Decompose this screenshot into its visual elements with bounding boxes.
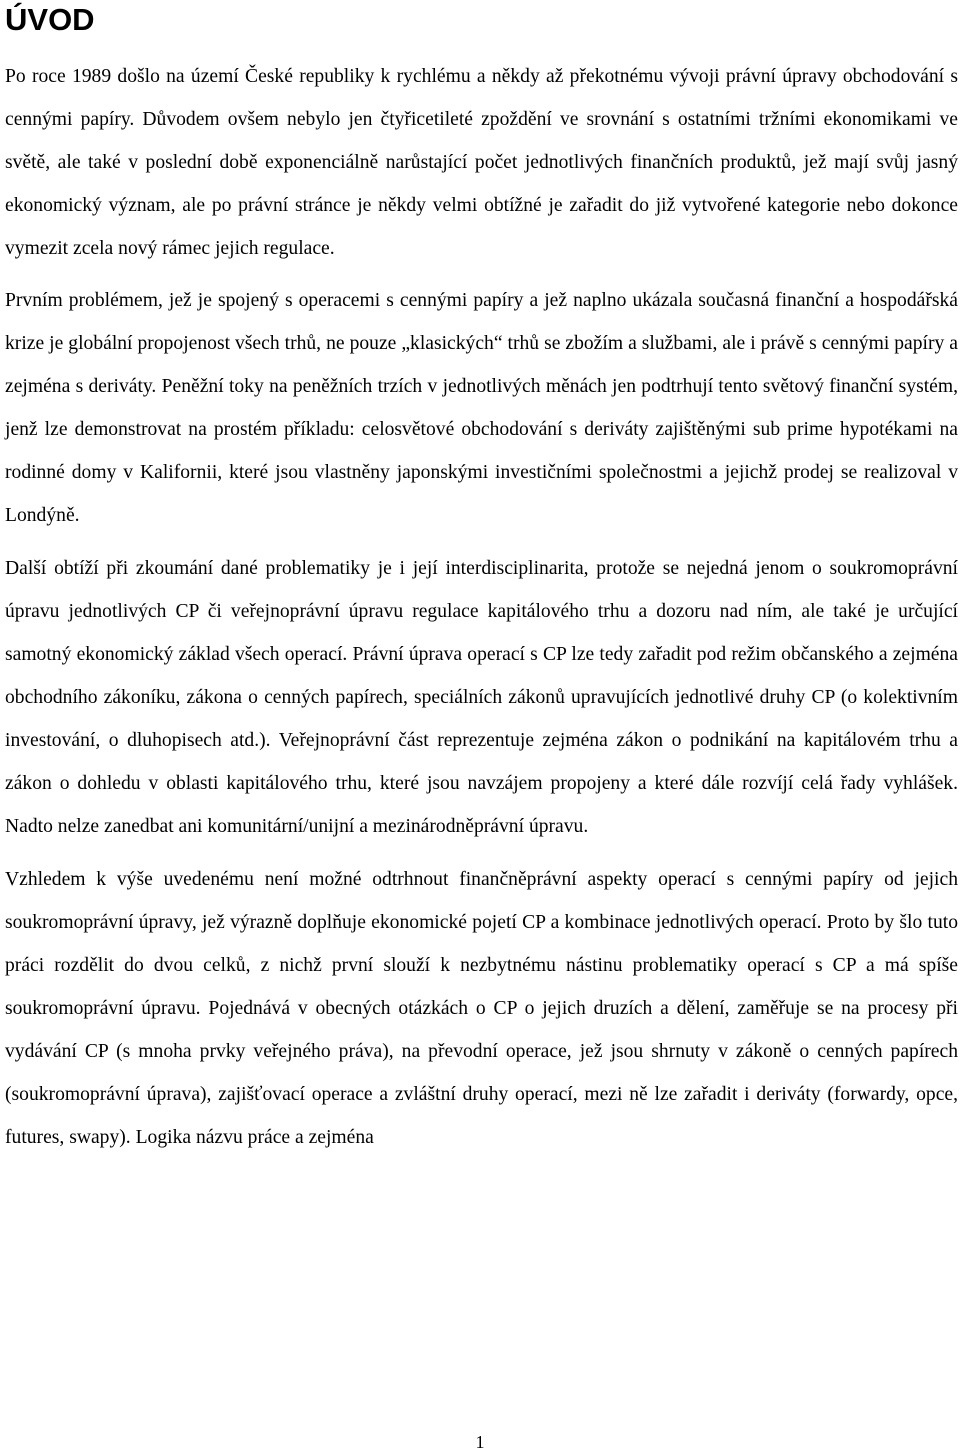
paragraph-interdisciplinarity: Další obtíží při zkoumání dané problematiky je i její interdisciplinarita, protože se nejedná jenom o soukromoprávní úpravu jednotlivých CP či veřejnoprávní úpravu regulace kapitálového trhu a dozoru nad ním, ale také je určující samotný ekonomický základ všech operací. Právní úprava operací s CP lze tedy zařadit pod režim občanského a zejména obchodního zákoníku, zákona o cenných papírech, speciálních zákonů upravujících jednotlivé druhy CP (o kolektivním investování, o dluhopisech atd.). Veřejnoprávní část reprezentuje zejména zákon o podnikání na kapitálovém trhu a zákon o dohledu v oblasti kapitálového trhu, které jsou navzájem propojeny a které dále rozvíjí celá řady vyhlášek. Nadto nelze zanedbat ani komunitární/unijní a mezinárodněprávní úpravu. (5, 558, 958, 837)
paragraph-global-markets: Prvním problémem, jež je spojený s operacemi s cennými papíry a jež naplno ukázala současná finanční a hospodářská krize je globální propojenost všech trhů, ne pouze „klasických“ trhů se zbožím a službami, ale i právě s cennými papíry a zejména s deriváty. Peněžní toky na peněžních trzích v jednotlivých měnách jen podtrhují tento světový finanční systém, jenž lze demonstrovat na prostém příkladu: celosvětové obchodování s deriváty zajištěnými sub prime hypotékami na rodinné domy v Kalifornii, které jsou vlastněny japonskými investičními společnostmi a jejichž prodej se realizoval v Londýně. (5, 290, 958, 526)
section-heading: ÚVOD (5, 2, 95, 37)
paragraph-intro: Po roce 1989 došlo na území České republiky k rychlému a někdy až překotnému vývoji právní úpravy obchodování s cennými papíry. Důvodem ovšem nebylo jen čtyřicetileté zpoždění ve srovnání s ostatními tržními ekonomikami ve světě, ale také v poslední době exponenciálně narůstající počet jednotlivých finančních produktů, jež mají svůj jasný ekonomický význam, ale po právní stránce je někdy velmi obtížné je zařadit do již vytvořené kategorie nebo dokonce vymezit zcela nový rámec jejich regulace. (5, 66, 958, 259)
paragraph-structure: Vzhledem k výše uvedenému není možné odtrhnout finančněprávní aspekty operací s cennými papíry od jejich soukromoprávní úpravy, jež výrazně doplňuje ekonomické pojetí CP a kombinace jednotlivých operací. Proto by šlo tuto práci rozdělit do dvou celků, z nichž první slouží k nezbytnému nástinu problematiky operací s CP a má spíše soukromoprávní úpravu. Pojednává v obecných otázkách o CP o jejich druzích a dělení, zaměřuje se na procesy při vydávání CP (s mnoha prvky veřejného práva), na převodní operace, jež jsou shrnuty v zákoně o cenných papírech (soukromoprávní úprava), zajišťovací operace a zvláštní druhy operací, mezi ně lze zařadit i deriváty (forwardy, opce, futures, swapy). Logika názvu práce a zejména (5, 869, 958, 1148)
page-number: 1 (475, 1432, 485, 1452)
